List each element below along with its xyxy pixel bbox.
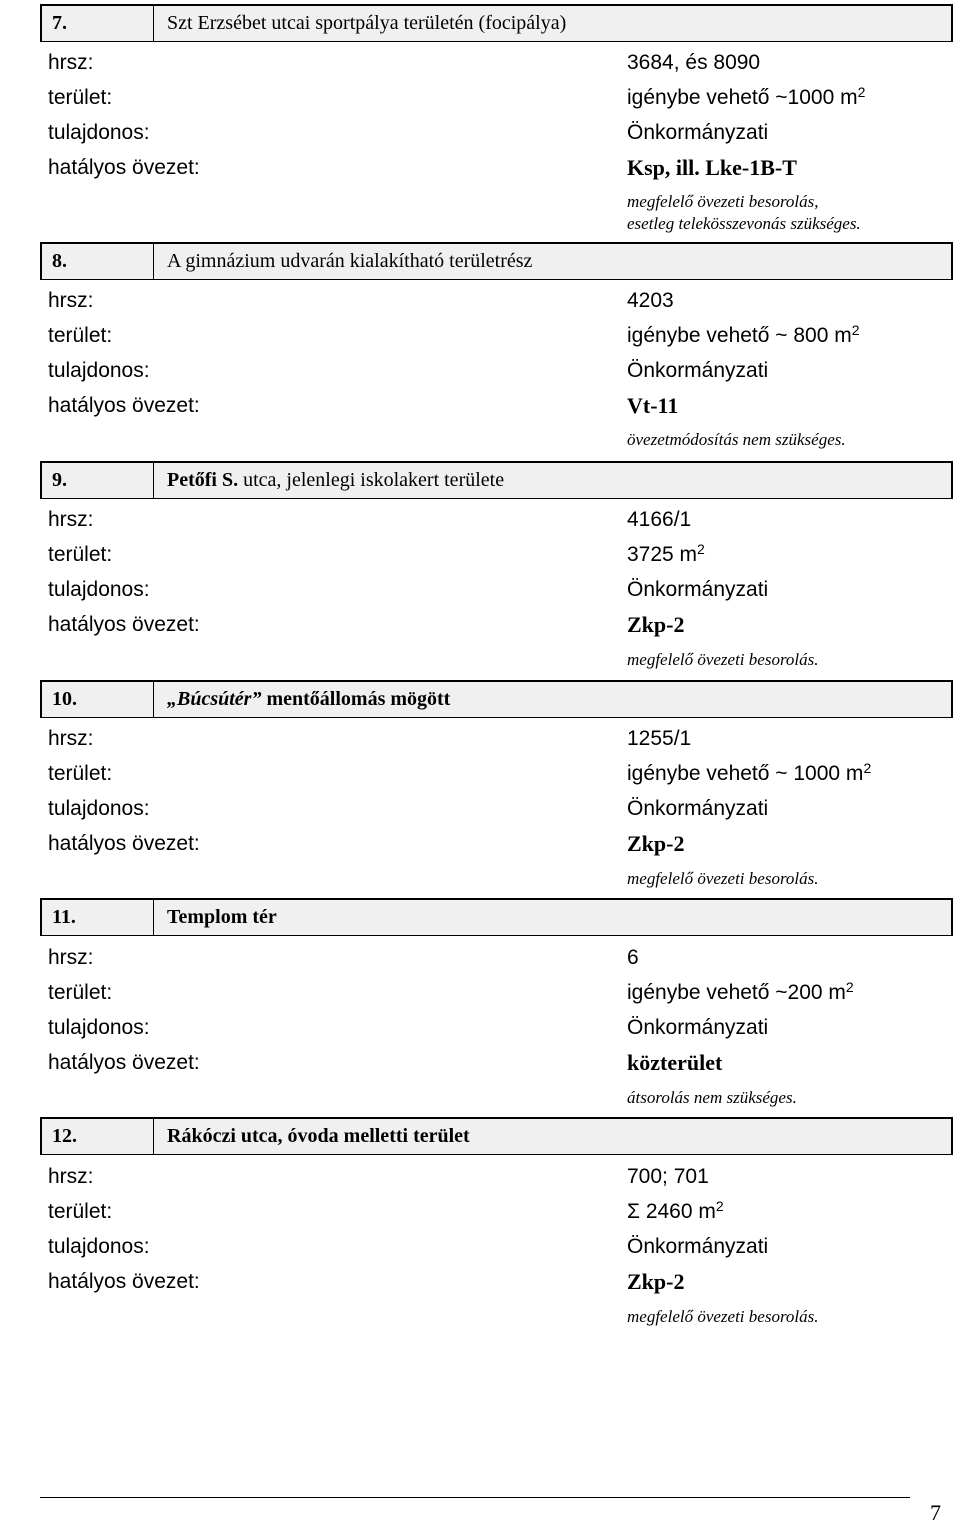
section-number: 11. <box>42 900 154 935</box>
tulajdonos-label: tulajdonos: <box>48 1235 150 1258</box>
ovezet-value: Zkp-2 <box>627 831 685 856</box>
terulet-label: terület: <box>48 324 113 347</box>
tulajdonos-value: Önkormányzati <box>627 1235 769 1258</box>
hrsz-value: 4166/1 <box>627 508 692 531</box>
terulet-label: terület: <box>48 981 113 1004</box>
ovezet-value: Ksp, ill. Lke-1B-T <box>627 155 797 180</box>
hrsz-label: hrsz: <box>48 51 94 74</box>
tulajdonos-value: Önkormányzati <box>627 578 769 601</box>
footer-divider <box>40 1497 910 1498</box>
ovezet-value: Zkp-2 <box>627 612 685 637</box>
note-line-1: megfelelő övezeti besorolás, <box>627 192 819 211</box>
hrsz-label: hrsz: <box>48 727 94 750</box>
hrsz-label: hrsz: <box>48 946 94 969</box>
section-number: 9. <box>42 463 154 498</box>
tulajdonos-label: tulajdonos: <box>48 797 150 820</box>
note-line-2: esetleg telekösszevonás szükséges. <box>627 214 861 233</box>
ovezet-label: hatályos övezet: <box>48 1270 200 1293</box>
terulet-value: igénybe vehető ~200 $m^2$ <box>627 979 854 1004</box>
tulajdonos-label: tulajdonos: <box>48 121 150 144</box>
note-line-1: átsorolás nem szükséges. <box>627 1088 797 1107</box>
terulet-value: Σ 2460 $m^2$ <box>627 1198 724 1223</box>
terulet-label: terület: <box>48 86 113 109</box>
section-title: Petőfi S. utca, jelenlegi iskolakert területe <box>167 469 505 491</box>
section-title: Rákóczi utca, óvoda melletti terület <box>167 1125 470 1147</box>
section-11-header <box>40 898 953 936</box>
ovezet-value: Zkp-2 <box>627 1269 685 1294</box>
section-10-header <box>40 680 953 718</box>
ovezet-label: hatályos övezet: <box>48 613 200 636</box>
terulet-value: igénybe vehető ~1000 $m^2$ <box>627 84 866 109</box>
ovezet-label: hatályos övezet: <box>48 394 200 417</box>
hrsz-value: 4203 <box>627 289 674 312</box>
terulet-value: 3725 $m^2$ <box>627 541 705 566</box>
tulajdonos-label: tulajdonos: <box>48 359 150 382</box>
section-8-header <box>40 242 953 280</box>
terulet-label: terület: <box>48 762 113 785</box>
terulet-label: terület: <box>48 1200 113 1223</box>
section-12-header <box>40 1117 953 1155</box>
terulet-value: igénybe vehető ~ 1000 $m^2$ <box>627 760 872 785</box>
note-line-1: övezetmódosítás nem szükséges. <box>627 430 846 449</box>
hrsz-value: 3684, és 8090 <box>627 51 761 74</box>
hrsz-value: 700; 701 <box>627 1165 709 1188</box>
ovezet-label: hatályos övezet: <box>48 832 200 855</box>
section-title: „Búcsútér” mentőállomás mögött <box>167 688 451 710</box>
tulajdonos-label: tulajdonos: <box>48 1016 150 1039</box>
section-7-header <box>40 4 953 42</box>
ovezet-label: hatályos övezet: <box>48 156 200 179</box>
ovezet-value: Vt-11 <box>627 393 679 418</box>
page-number: 7 <box>930 1500 941 1525</box>
section-title: Szt Erzsébet utcai sportpálya területén (focipálya) <box>167 12 567 34</box>
section-title: Templom tér <box>167 906 277 928</box>
hrsz-value: 1255/1 <box>627 727 692 750</box>
note-line-1: megfelelő övezeti besorolás. <box>627 650 819 669</box>
section-9-header <box>40 461 953 499</box>
section-number: 12. <box>42 1119 154 1154</box>
hrsz-label: hrsz: <box>48 1165 94 1188</box>
tulajdonos-value: Önkormányzati <box>627 1016 769 1039</box>
tulajdonos-label: tulajdonos: <box>48 578 150 601</box>
hrsz-label: hrsz: <box>48 508 94 531</box>
hrsz-value: 6 <box>627 946 639 969</box>
tulajdonos-value: Önkormányzati <box>627 797 769 820</box>
ovezet-value: közterület <box>627 1050 723 1075</box>
hrsz-label: hrsz: <box>48 289 94 312</box>
note-line-1: megfelelő övezeti besorolás. <box>627 869 819 888</box>
section-number: 7. <box>42 6 154 41</box>
terulet-value: igénybe vehető ~ 800 $m^2$ <box>627 322 860 347</box>
terulet-label: terület: <box>48 543 113 566</box>
note-line-1: megfelelő övezeti besorolás. <box>627 1307 819 1326</box>
ovezet-label: hatályos övezet: <box>48 1051 200 1074</box>
section-number: 8. <box>42 244 154 279</box>
tulajdonos-value: Önkormányzati <box>627 121 769 144</box>
section-title: A gimnázium udvarán kialakítható területrész <box>167 250 533 272</box>
section-number: 10. <box>42 682 154 717</box>
tulajdonos-value: Önkormányzati <box>627 359 769 382</box>
